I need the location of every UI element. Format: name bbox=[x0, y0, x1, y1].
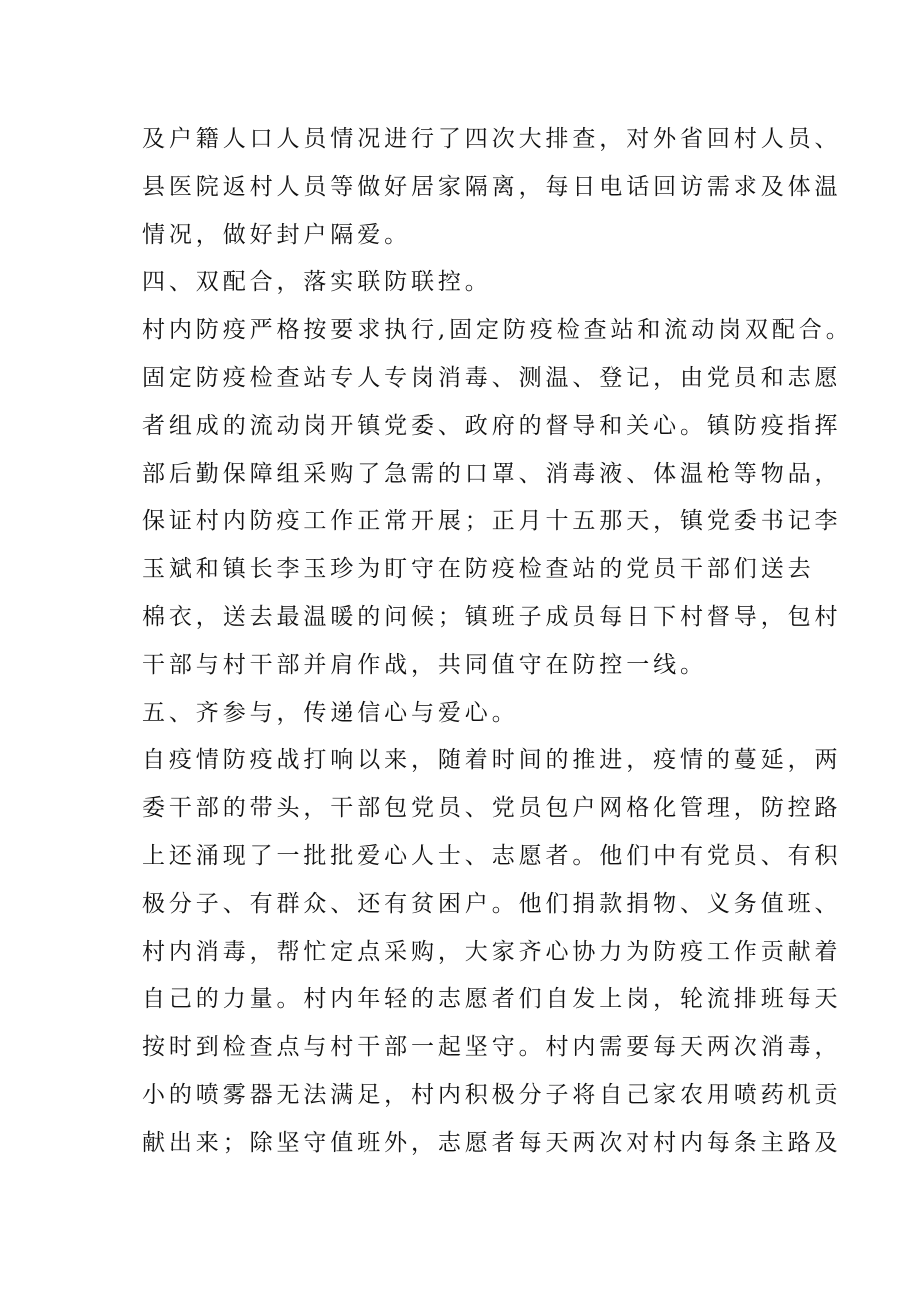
text-line: 棉衣，送去最温暖的问候；镇班子成员每日下村督导，包村 bbox=[142, 603, 842, 630]
text-line: 极分子、有群众、还有贫困户。他们捐款捐物、义务值班、 bbox=[142, 890, 842, 917]
text-line: 自己的力量。村内年轻的志愿者们自发上岗，轮流排班每天 bbox=[142, 986, 842, 1013]
text-line: 及户籍人口人员情况进行了四次大排查，对外省回村人员、 bbox=[142, 126, 842, 152]
text-line: 四、双配合，落实联防联控。 bbox=[142, 269, 492, 296]
text-line: 自疫情防疫战打响以来，随着时间的推进，疫情的蔓延，两 bbox=[142, 747, 842, 774]
body-text bbox=[142, 116, 853, 1168]
text-line: 五、齐参与，传递信心与爱心。 bbox=[142, 699, 519, 726]
text-line: 部后勤保障组采购了急需的口罩、消毒液、体温枪等物品， bbox=[142, 460, 842, 487]
text-line: 干部与村干部并肩作战，共同值守在防控一线。 bbox=[142, 651, 707, 678]
text-line: 情况，做好封户隔爱。 bbox=[142, 221, 411, 248]
text-line: 固定防疫检查站专人专岗消毒、测温、登记，由党员和志愿 bbox=[142, 364, 842, 391]
text-line: 上还涌现了一批批爱心人士、志愿者。他们中有党员、有积 bbox=[142, 842, 842, 869]
text-line: 保证村内防疫工作正常开展；正月十五那天，镇党委书记李 bbox=[142, 508, 842, 535]
text-line: 玉斌和镇长李玉珍为盯守在防疫检查站的党员干部们送去 bbox=[142, 556, 815, 583]
text-line: 委干部的带头，干部包党员、党员包户网格化管理，防控路 bbox=[142, 795, 842, 822]
text-line: 者组成的流动岗开镇党委、政府的督导和关心。镇防疫指挥 bbox=[142, 412, 842, 439]
text-line: 村内防疫严格按要求执行,固定防疫检查站和流动岗双配合。 bbox=[142, 317, 853, 344]
text-line: 按时到检查点与村干部一起坚守。村内需要每天两次消毒， bbox=[142, 1034, 842, 1061]
text-line: 小的喷雾器无法满足，村内积极分子将自己家农用喷药机贡 bbox=[142, 1081, 842, 1108]
text-line: 县医院返村人员等做好居家隔离，每日电话回访需求及体温 bbox=[142, 173, 842, 200]
text-line: 村内消毒，帮忙定点采购，大家齐心协力为防疫工作贡献着 bbox=[142, 938, 842, 965]
text-line: 献出来；除坚守值班外，志愿者每天两次对村内每条主路及 bbox=[142, 1129, 842, 1156]
